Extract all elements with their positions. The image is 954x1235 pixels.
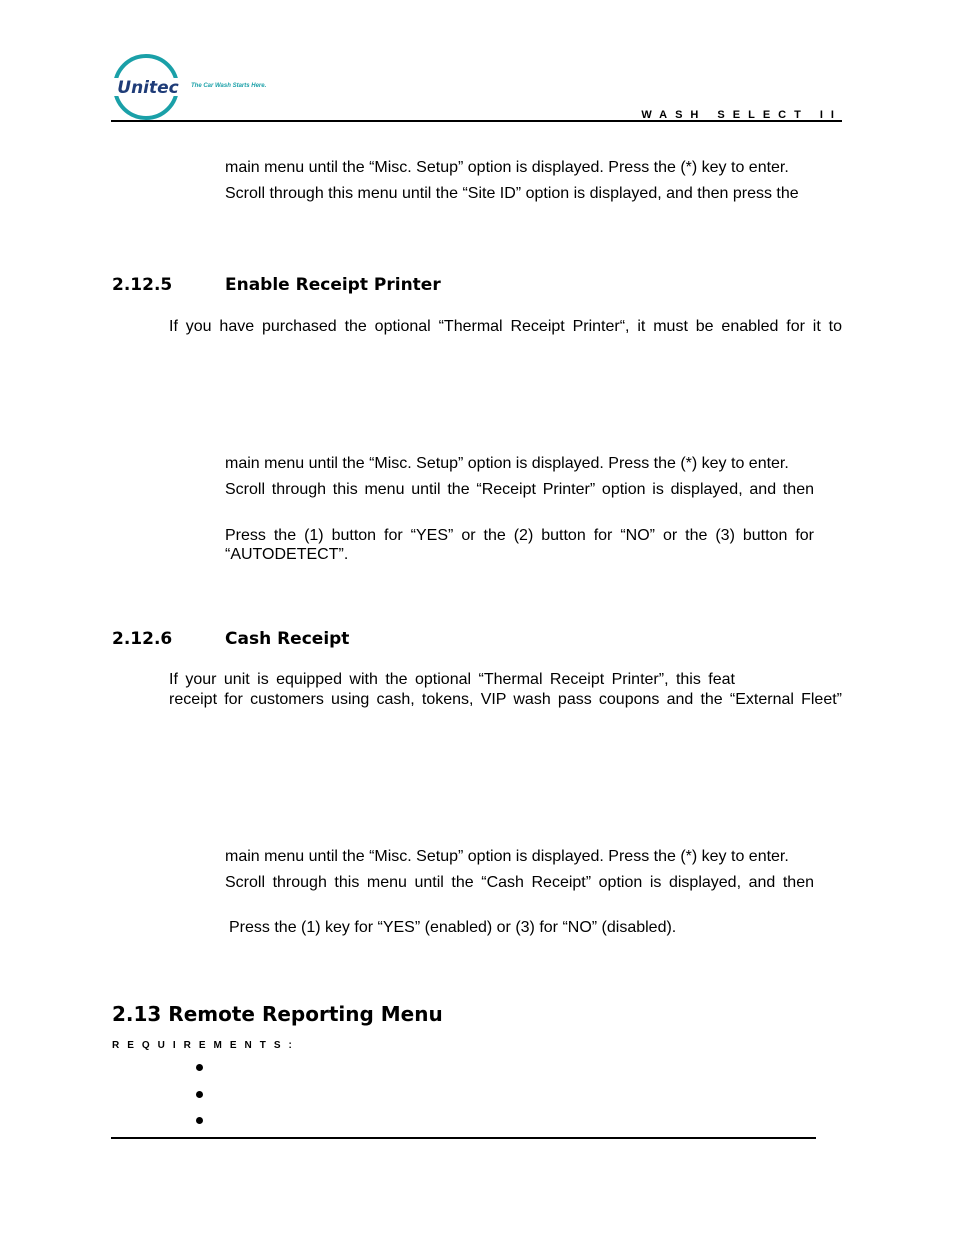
section-2125-step-1: main menu until the “Misc. Setup” option is displayed. Press the (*) key to enter. [225,455,789,472]
section-2125-step-3-line-1: Press the (1) button for “YES” or the (2) button for “NO” or the (3) button for [225,527,814,544]
site-id-step-line-1: main menu until the “Misc. Setup” option is displayed. Press the (*) key to enter. [225,159,789,176]
section-2126-intro-line-1: If your unit is equipped with the optional “Thermal Receipt Printer”, this feat [169,671,735,688]
section-2125-step-3-line-2: “AUTODETECT”. [225,546,349,563]
requirements-label: REQUIREMENTS: [112,1040,300,1051]
logo-wordmark: Unitec [117,78,179,98]
section-2126-title: Cash Receipt [225,629,350,649]
section-2125-title: Enable Receipt Printer [225,275,441,295]
running-title: WASH SELECT II [641,109,842,121]
section-2126-number: 2.12.6 [112,629,173,649]
logo-tagline: The Car Wash Starts Here. [191,83,267,89]
requirement-bullet [196,1064,203,1071]
section-2126-step-1: main menu until the “Misc. Setup” option is displayed. Press the (*) key to enter. [225,848,789,865]
section-213-title: 2.13 Remote Reporting Menu [112,1002,443,1026]
footer-rule [111,1137,816,1139]
section-2126-step-2: Scroll through this menu until the “Cash Receipt” option is displayed, and then [225,874,814,891]
unitec-logo [110,54,186,120]
requirement-bullet [196,1117,203,1124]
section-2125-intro: If you have purchased the optional “Thermal Receipt Printer“, it must be enabled for it to [169,318,842,335]
section-2125-number: 2.12.5 [112,275,173,295]
section-2125-step-2: Scroll through this menu until the “Receipt Printer” option is displayed, and then [225,481,814,498]
site-id-step-line-2: Scroll through this menu until the “Site ID” option is displayed, and then press the [225,185,799,202]
section-2126-step-3: Press the (1) key for “YES” (enabled) or (3) for “NO” (disabled). [229,919,677,936]
header-rule [111,120,842,122]
section-2126-intro-line-2: receipt for customers using cash, tokens, VIP wash pass coupons and the “External Fleet” [169,691,842,708]
requirement-bullet [196,1091,203,1098]
